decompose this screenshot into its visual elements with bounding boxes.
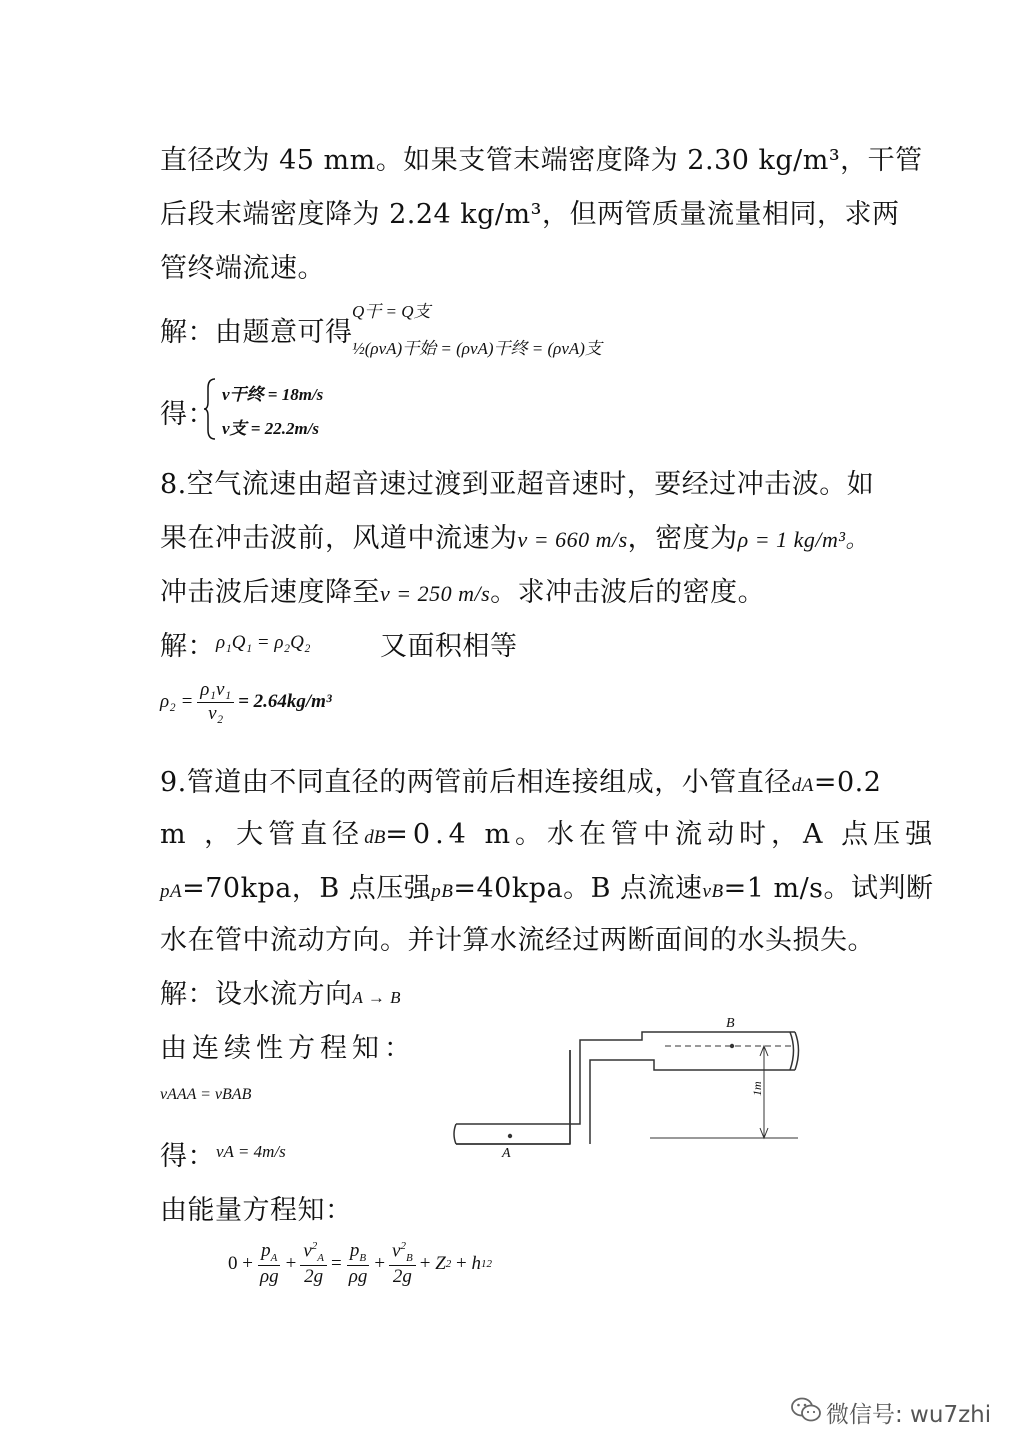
energy-eq: 0 + $\frac{p_A}{\rho g}$ + $\frac{v^2_A}{2g}$ = $\frac{p_B}{\rho g}$ + $\frac{v^2_B}{2g}$ + Z 2 + h 12 [228, 1239, 492, 1288]
problem9-line1-part2: =0.2 [813, 767, 882, 798]
solution7-eq2: ½(ρvA)干始 = (ρvA)干终 = (ρvA)支 [352, 339, 602, 358]
energy-label: 由能量方程知： [160, 1195, 353, 1226]
continuity-eq: vAAA = vBAB [160, 1086, 252, 1103]
problem7-line1: 直径改为 45 mm。如果支管末端密度降为 2.30 kg/m³，干管 [160, 145, 923, 176]
problem8-velocity1: v = 660 m/s [517, 527, 628, 552]
solution7-eq1: Q干 = Q支 [352, 302, 431, 321]
problem9-line4: 水在管中流动方向。并计算水流经过两断面间的水头损失。 [160, 925, 875, 956]
problem8-density1: ρ = 1 kg/m³。 [737, 527, 868, 552]
continuity-label: 由连续性方程知： [160, 1033, 416, 1064]
solution8-eq2 [160, 680, 332, 725]
problem9-line3-part1: =70kpa，B 点压强 [182, 873, 432, 904]
problem9-pA: pA [160, 881, 183, 902]
solution9-direction: A → B [352, 988, 401, 1007]
problem9-line1 [160, 760, 881, 799]
problem8-line1: 8.空气流速由超音速过渡到亚超音速时，要经过冲击波。如 [160, 469, 875, 500]
problem8-line3-part1: 冲击波后速度降至 [160, 577, 380, 608]
watermark-text: 微信号: wu7zhi [826, 1402, 992, 1428]
problem8-velocity2: v = 250 m/s [380, 581, 491, 606]
problem8-line2-part1: 果在冲击波前，风道中流速为 [160, 523, 518, 554]
solution8-eq2-fraction [197, 680, 234, 725]
solution8-eq2-numerator: ρ₁v₁ [197, 680, 234, 703]
problem9-dA: dA [791, 775, 814, 796]
problem9-line2 [160, 812, 937, 851]
problem8-line3 [160, 570, 765, 609]
solution8-eq1: ρ₁Q₁ = ρ₂Q₂ [216, 632, 311, 653]
point-b-marker [730, 1044, 734, 1048]
solution7-label: 解：由题意可得 [160, 317, 353, 348]
figure-label-height: 1m [750, 1081, 764, 1096]
point-a-marker [508, 1134, 512, 1138]
solution9-label [160, 972, 401, 1011]
wechat-icon [790, 1396, 822, 1424]
problem8-line3-part2: 。求冲击波后的密度。 [490, 577, 766, 608]
problem9-line3-part2: =40kpa。B 点流速 [453, 873, 703, 904]
problem9-pB: pB [431, 881, 454, 902]
problem7-line2: 后段末端密度降为 2.24 kg/m³，但两管质量流量相同，求两 [160, 199, 900, 230]
solution8-eq2-denominator: v₂ [208, 702, 224, 724]
solution8-eq2-lhs: ρ₂ = [160, 691, 194, 713]
figure-label-a: A [502, 1146, 511, 1161]
solution8-note: 又面积相等 [380, 631, 518, 662]
result7-eq2: v支 = 22.2m/s [222, 419, 320, 438]
result7-eq1: v干终 = 18m/s [222, 385, 324, 404]
result9-eq: vA = 4m/s [216, 1142, 286, 1161]
result9-label: 得： [160, 1141, 215, 1172]
solution8-label: 解： [160, 631, 215, 662]
problem8-line2 [160, 516, 868, 555]
result7-label: 得： [160, 399, 215, 430]
problem7-line3: 管终端流速。 [160, 253, 325, 284]
problem9-dB: dB [364, 827, 386, 848]
figure-label-b: B [726, 1016, 735, 1031]
problem9-line2-part2: =0.4 m。水在管中流动时，A 点压强 [385, 819, 938, 850]
problem9-line3-part3: =1 m/s。试判断 [723, 873, 934, 904]
solution8-eq2-rhs: = 2.64kg/m³ [238, 691, 332, 713]
solution9-label-text: 解：设水流方向 [160, 979, 353, 1010]
problem9-vB: vB [702, 881, 724, 902]
problem9-line2-part1: m ，大管直径 [160, 819, 365, 850]
left-brace-icon [204, 378, 216, 440]
problem8-line2-part2: ，密度为 [627, 523, 738, 554]
problem9-line3 [160, 866, 934, 905]
problem9-line1-part1: 9.管道由不同直径的两管前后相连接组成，小管直径 [160, 767, 792, 798]
